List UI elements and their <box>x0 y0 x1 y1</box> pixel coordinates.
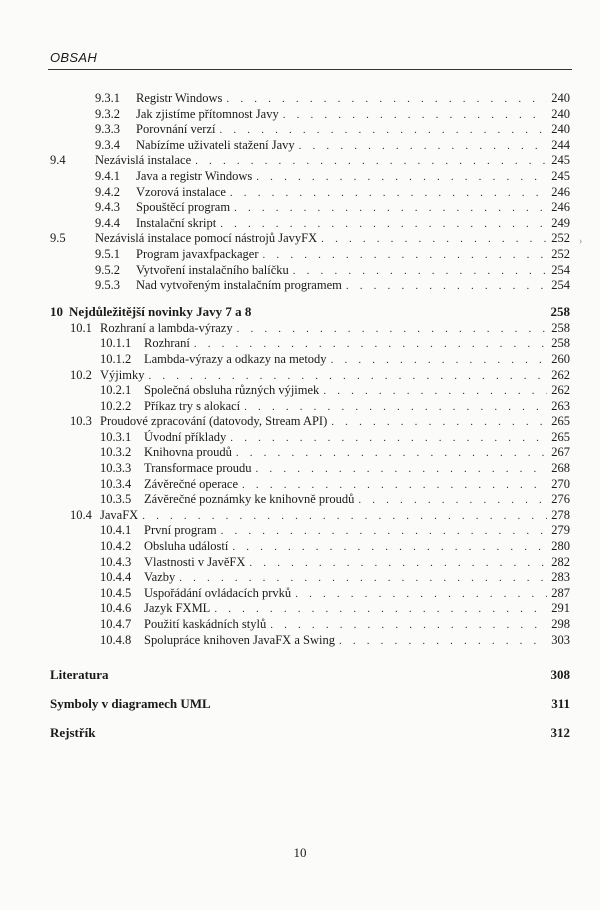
entry-number: 9.4.3 <box>95 200 120 215</box>
entry-number: 10.4.2 <box>100 539 132 554</box>
entry-title: Proudové zpracování (datovody, Stream API) <box>100 414 328 429</box>
dot-leader <box>295 587 547 603</box>
dot-leader <box>293 264 548 280</box>
entry-title: Vzorová instalace <box>136 184 226 199</box>
spacer <box>50 648 570 666</box>
entry-page: 249 <box>551 215 570 230</box>
toc-section-entry[interactable] <box>50 368 570 384</box>
entry-title: Spolupráce knihoven JavaFX a Swing <box>144 632 335 647</box>
page-number: 10 <box>293 845 307 860</box>
entry-number: 9.3.2 <box>95 106 120 121</box>
entry-page: 263 <box>551 398 570 413</box>
entry-number: 10.4.5 <box>100 585 132 600</box>
dot-leader <box>236 446 547 462</box>
chapter-page: 258 <box>550 303 570 319</box>
entry-page: 246 <box>551 184 570 199</box>
toc-entry[interactable] <box>50 185 570 201</box>
entry-title: Rozhraní <box>144 336 190 351</box>
toc-entry[interactable] <box>50 430 570 446</box>
entry-number: 10.3.4 <box>100 476 132 491</box>
entry-title: Závěrečné operace <box>144 476 239 491</box>
entry-page: 287 <box>551 585 570 600</box>
entry-page: 291 <box>551 601 570 616</box>
entry-page: 258 <box>551 336 570 351</box>
entry-number: 9.4.2 <box>95 184 120 199</box>
entry-title: Knihovna proudů <box>144 445 232 460</box>
entry-page: 283 <box>551 570 570 585</box>
entry-page: 278 <box>551 507 570 522</box>
entry-page: 262 <box>551 383 570 398</box>
toc-entry[interactable] <box>50 399 570 415</box>
entry-page: 279 <box>551 523 570 538</box>
toc-section-entry[interactable] <box>50 508 570 524</box>
dot-leader <box>256 170 547 186</box>
dot-leader <box>232 540 547 556</box>
entry-page: 246 <box>551 200 570 215</box>
entry-title: Nezávislá instalace <box>95 153 192 168</box>
toc-uml-symbols-entry[interactable] <box>50 695 570 713</box>
entry-title: Vazby <box>144 570 176 585</box>
entry-number: 9.5.2 <box>95 262 120 277</box>
toc-entry[interactable] <box>50 586 570 602</box>
entry-page: 254 <box>551 262 570 277</box>
entry-number: 10.4.3 <box>100 554 132 569</box>
entry-title: První program <box>144 523 217 538</box>
entry-title: Spouštěcí program <box>136 200 231 215</box>
toc-entry[interactable] <box>50 617 570 633</box>
toc-entry[interactable] <box>50 383 570 399</box>
dot-leader <box>242 478 547 494</box>
dot-leader <box>234 201 547 217</box>
toc-entry[interactable] <box>50 601 570 617</box>
entry-page: 258 <box>551 320 570 335</box>
chapter-page: 312 <box>550 725 570 741</box>
dot-leader <box>220 217 547 233</box>
dot-leader <box>299 139 548 155</box>
toc-entry[interactable] <box>50 477 570 493</box>
entry-number: 10.4.4 <box>100 570 132 585</box>
dot-leader <box>339 634 547 650</box>
entry-number: 10.1.2 <box>100 351 132 366</box>
entry-number: 10.1.1 <box>100 336 132 351</box>
entry-title: Příkaz try s alokací <box>144 398 241 413</box>
toc-entry[interactable] <box>50 138 570 154</box>
toc-literature-entry[interactable] <box>50 666 570 684</box>
dot-leader <box>230 431 547 447</box>
entry-number: 9.3.4 <box>95 137 120 152</box>
entry-page: 298 <box>551 617 570 631</box>
toc-entry[interactable] <box>50 247 570 263</box>
dot-leader <box>195 154 547 170</box>
dot-leader <box>321 232 547 248</box>
entry-page: 252 <box>551 246 570 261</box>
dot-leader <box>249 556 547 572</box>
toc-section-entry[interactable] <box>50 414 570 430</box>
toc-entry[interactable] <box>50 539 570 555</box>
dot-leader <box>214 602 547 618</box>
toc-section-entry[interactable] <box>50 153 570 169</box>
entry-page: 282 <box>551 554 570 569</box>
toc-entry[interactable] <box>50 200 570 216</box>
dot-leader <box>323 384 547 400</box>
spacer <box>50 294 570 303</box>
entry-number: 9.3.1 <box>95 91 120 105</box>
table-of-contents <box>50 91 570 742</box>
entry-number: 9.4 <box>50 153 66 168</box>
entry-number: 10.2 <box>70 367 92 382</box>
toc-entry[interactable] <box>50 122 570 138</box>
entry-page: 240 <box>551 122 570 137</box>
entry-title: Nezávislá instalace pomocí nástrojů JavyFX <box>95 231 318 246</box>
entry-title: Porovnání verzí <box>136 122 216 137</box>
entry-title: JavaFX <box>100 507 139 522</box>
entry-title: Nad vytvořeným instalačním programem <box>136 278 342 293</box>
dot-leader <box>256 462 548 478</box>
dot-leader <box>263 248 548 264</box>
toc-entry[interactable] <box>50 555 570 571</box>
chapter-page: 311 <box>551 696 570 712</box>
entry-number: 9.4.4 <box>95 215 120 230</box>
chapter-title: Literatura <box>50 667 109 683</box>
dot-leader <box>194 337 547 353</box>
entry-page: 244 <box>551 137 570 152</box>
dot-leader <box>226 92 547 108</box>
entry-title: Lambda-výrazy a odkazy na metody <box>144 351 327 366</box>
running-head: OBSAH <box>50 50 98 65</box>
entry-number: 10.4.1 <box>100 523 132 538</box>
entry-title: Instalační skript <box>136 215 217 230</box>
entry-page: 265 <box>551 414 570 429</box>
dot-leader <box>244 400 547 416</box>
entry-page: 265 <box>551 429 570 444</box>
entry-title: Jak zjistíme přítomnost Javy <box>136 106 279 121</box>
entry-page: 303 <box>551 632 570 647</box>
entry-number: 10.3.1 <box>100 429 132 444</box>
toc-entry[interactable] <box>50 263 570 279</box>
entry-page: 270 <box>551 476 570 491</box>
entry-number: 10.4.7 <box>100 617 132 631</box>
spacer <box>50 713 570 724</box>
entry-page: 240 <box>551 106 570 121</box>
dot-leader <box>148 369 547 385</box>
toc-entry[interactable] <box>50 570 570 586</box>
entry-title: Transformace proudu <box>144 461 252 476</box>
toc-entry[interactable] <box>50 169 570 185</box>
entry-page: 245 <box>551 153 570 168</box>
entry-title: Uspořádání ovládacích prvků <box>144 585 292 600</box>
dot-leader <box>270 618 547 634</box>
dot-leader <box>179 571 547 587</box>
entry-number: 10.2.2 <box>100 398 132 413</box>
toc-section-entry[interactable] <box>50 231 570 247</box>
toc-entry[interactable] <box>50 523 570 539</box>
entry-page: 252 <box>551 231 570 246</box>
entry-title: Závěrečné poznámky ke knihovně proudů <box>144 492 355 507</box>
entry-page: 240 <box>551 91 570 105</box>
entry-page: 260 <box>551 351 570 366</box>
entry-page: 245 <box>551 168 570 183</box>
chapter-number: 10 <box>50 303 63 319</box>
entry-page: 268 <box>551 461 570 476</box>
chapter-title: Nejdůležitější novinky Javy 7 a 8 <box>69 303 252 319</box>
entry-title: Společná obsluha různých výjimek <box>144 383 320 398</box>
toc-entry[interactable] <box>50 216 570 232</box>
toc-entry[interactable] <box>50 492 570 508</box>
entry-title: Registr Windows <box>136 91 223 105</box>
entry-title: Úvodní příklady <box>144 429 227 444</box>
chapter-heading <box>50 303 251 321</box>
toc-chapter-entry[interactable] <box>50 303 570 321</box>
entry-number: 10.4.6 <box>100 601 132 616</box>
entry-number: 10.3.3 <box>100 461 132 476</box>
entry-number: 9.3.3 <box>95 122 120 137</box>
dot-leader <box>230 186 547 202</box>
chapter-title: Rejstřík <box>50 725 96 741</box>
entry-title: Program javaxfpackager <box>136 246 259 261</box>
dot-leader <box>221 524 548 540</box>
dot-leader <box>358 493 547 509</box>
entry-number: 10.4.8 <box>100 632 132 647</box>
dot-leader <box>331 415 547 431</box>
toc-entry[interactable] <box>50 91 570 107</box>
toc-entry[interactable] <box>50 107 570 123</box>
toc-entry[interactable] <box>50 336 570 352</box>
chapter-page: 308 <box>550 667 570 683</box>
header-rule <box>48 69 572 70</box>
toc-section-entry[interactable] <box>50 321 570 337</box>
entry-title: Obsluha událostí <box>144 539 229 554</box>
entry-number: 9.4.1 <box>95 168 120 183</box>
entry-page: 267 <box>551 445 570 460</box>
entry-title: Vlastnosti v JavěFX <box>144 554 246 569</box>
dot-leader <box>237 322 548 338</box>
entry-title: Jazyk FXML <box>144 601 211 616</box>
entry-title: Výjimky <box>100 367 145 382</box>
entry-page: 254 <box>551 278 570 293</box>
dot-leader <box>283 108 548 124</box>
margin-mark: › <box>579 236 583 247</box>
entry-number: 9.5.3 <box>95 278 120 293</box>
entry-number: 10.3.2 <box>100 445 132 460</box>
entry-title: Vytvoření instalačního balíčku <box>136 262 289 277</box>
entry-number: 9.5.1 <box>95 246 120 261</box>
entry-number: 10.1 <box>70 320 92 335</box>
dot-leader <box>220 123 548 139</box>
entry-title: Použití kaskádních stylů <box>144 617 267 631</box>
chapter-title: Symboly v diagramech UML <box>50 696 211 712</box>
toc-index-entry[interactable] <box>50 724 570 742</box>
toc-entry[interactable] <box>50 278 570 294</box>
entry-title: Rozhraní a lambda-výrazy <box>100 320 233 335</box>
dot-leader <box>142 509 547 525</box>
toc-entry[interactable] <box>50 445 570 461</box>
entry-number: 10.3 <box>70 414 92 429</box>
toc-entry[interactable] <box>50 352 570 368</box>
entry-number: 10.4 <box>70 507 92 522</box>
entry-page: 280 <box>551 539 570 554</box>
entry-title: Java a registr Windows <box>136 168 253 183</box>
spacer <box>50 684 570 695</box>
entry-number: 10.3.5 <box>100 492 132 507</box>
entry-number: 9.5 <box>50 231 66 246</box>
dot-leader <box>331 353 548 369</box>
entry-page: 276 <box>551 492 570 507</box>
entry-page: 262 <box>551 367 570 382</box>
entry-number: 10.2.1 <box>100 383 132 398</box>
dot-leader <box>346 279 547 295</box>
toc-entry[interactable] <box>50 461 570 477</box>
toc-entry[interactable] <box>50 633 570 649</box>
entry-title: Nabízíme uživateli stažení Javy <box>136 137 295 152</box>
